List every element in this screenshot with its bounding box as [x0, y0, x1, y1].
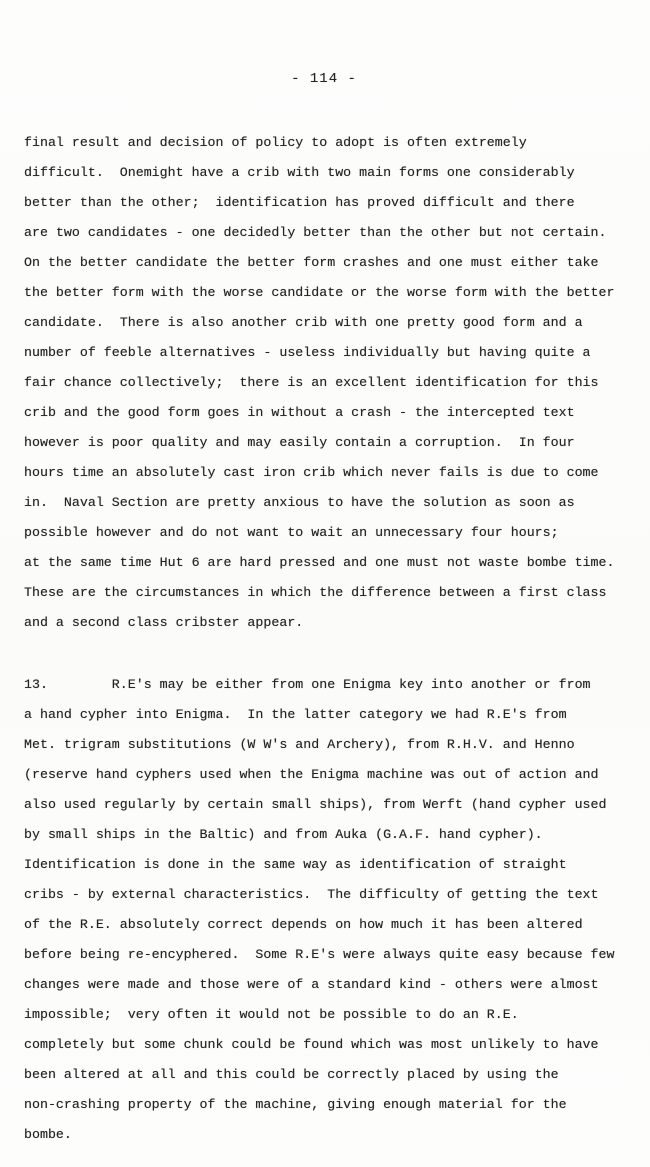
text-line: a hand cypher into Enigma. In the latter category we had R.E's from	[24, 707, 567, 722]
text-line: are two candidates - one decidedly better than the other but not certain.	[24, 225, 607, 240]
text-line: the better form with the worse candidate or the worse form with the better	[24, 285, 615, 300]
text-line: better than the other; identification has proved difficult and there	[24, 195, 575, 210]
text-line: bombe.	[24, 1127, 72, 1142]
text-line: possible however and do not want to wait an unnecessary four hours;	[24, 525, 559, 540]
text-line: hours time an absolutely cast iron crib which never fails is due to come	[24, 465, 599, 480]
text-line section-number-line: 13. R.E's may be either from one Enigma key into another or from	[24, 677, 591, 692]
text-line: On the better candidate the better form crashes and one must either take	[24, 255, 599, 270]
text-line: and a second class cribster appear.	[24, 615, 304, 630]
text-line: also used regularly by certain small ships), from Werft (hand cypher used	[24, 797, 607, 812]
text-line: Met. trigram substitutions (W W's and Archery), from R.H.V. and Henno	[24, 737, 575, 752]
text-line: completely but some chunk could be found which was most unlikely to have	[24, 1037, 599, 1052]
text-line: candidate. There is also another crib with one pretty good form and a	[24, 315, 583, 330]
text-line: difficult. Onemight have a crib with two main forms one considerably	[24, 165, 575, 180]
paragraph-13-re-encipherments	[24, 670, 630, 1150]
text-line: before being re-encyphered. Some R.E's were always quite easy because few	[24, 947, 615, 962]
text-line: Identification is done in the same way as identification of straight	[24, 857, 567, 872]
page-number: - 114 -	[291, 71, 357, 87]
text-line: of the R.E. absolutely correct depends on how much it has been altered	[24, 917, 583, 932]
text-line: been altered at all and this could be correctly placed by using the	[24, 1067, 559, 1082]
text-line: fair chance collectively; there is an excellent identification for this	[24, 375, 599, 390]
text-line: changes were made and those were of a standard kind - others were almost	[24, 977, 599, 992]
text-line: These are the circumstances in which the difference between a first class	[24, 585, 607, 600]
text-line: at the same time Hut 6 are hard pressed and one must not waste bombe time.	[24, 555, 615, 570]
text-line: cribs - by external characteristics. The difficulty of getting the text	[24, 887, 599, 902]
text-line: non-crashing property of the machine, giving enough material for the	[24, 1097, 567, 1112]
text-line: in. Naval Section are pretty anxious to have the solution as soon as	[24, 495, 575, 510]
text-line: (reserve hand cyphers used when the Enigma machine was out of action and	[24, 767, 599, 782]
text-line: however is poor quality and may easily contain a corruption. In four	[24, 435, 575, 450]
text-line: number of feeble alternatives - useless individually but having quite a	[24, 345, 591, 360]
text-line: by small ships in the Baltic) and from Auka (G.A.F. hand cypher).	[24, 827, 543, 842]
text-line: crib and the good form goes in without a crash - the intercepted text	[24, 405, 575, 420]
paragraph-cribs-continuation	[24, 128, 630, 638]
text-line: final result and decision of policy to adopt is often extremely	[24, 135, 527, 150]
text-line: impossible; very often it would not be possible to do an R.E.	[24, 1007, 519, 1022]
